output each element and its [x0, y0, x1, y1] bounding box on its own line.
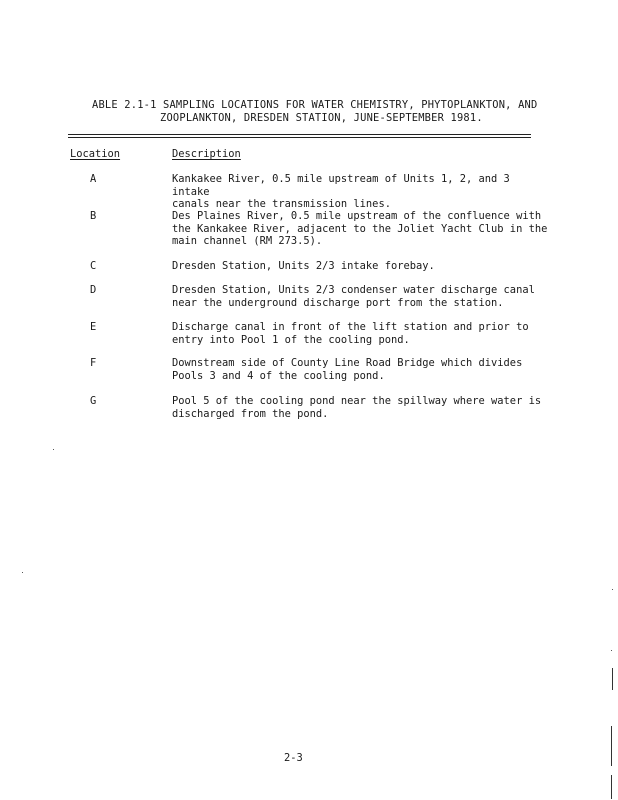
row-location-c: C [90, 260, 97, 272]
row-location-f: F [90, 357, 97, 369]
table-caption-line-1: ABLE 2.1-1 SAMPLING LOCATIONS FOR WATER CHEMISTRY, PHYTOPLANKTON, AND [92, 99, 538, 111]
scan-edge-mark [612, 668, 613, 690]
row-description-b: Des Plaines River, 0.5 mile upstream of the confluence with the Kankakee River, adjacent to the Joliet Yacht Club in the main channel (RM 273.5). [172, 210, 548, 247]
scan-speck [612, 589, 613, 590]
row-location-d: D [90, 284, 97, 296]
scan-edge-mark [611, 775, 612, 799]
row-description-a: Kankakee River, 0.5 mile upstream of Units 1, 2, and 3 intake canals near the transmission lines. [172, 173, 510, 210]
scan-speck [22, 572, 23, 573]
column-header-description-text: Description [172, 148, 241, 160]
row-location-g: G [90, 395, 97, 407]
header-rule-bottom [68, 137, 531, 138]
scan-speck [53, 449, 54, 450]
scan-speck [611, 650, 612, 651]
row-description-c: Dresden Station, Units 2/3 intake forebay. [172, 260, 435, 272]
row-description-f: Downstream side of County Line Road Bridge which divides Pools 3 and 4 of the cooling pond. [172, 357, 523, 382]
page-number: 2-3 [284, 752, 303, 764]
column-header-location-text: Location [70, 148, 121, 160]
column-header-location [70, 149, 120, 159]
header-rule-top [68, 134, 531, 135]
row-description-d: Dresden Station, Units 2/3 condenser water discharge canal near the underground discharge port from the station. [172, 284, 535, 309]
table-caption-line-2: ZOOPLANKTON, DRESDEN STATION, JUNE-SEPTEMBER 1981. [160, 112, 483, 124]
row-location-b: B [90, 210, 97, 222]
column-header-description [172, 149, 241, 159]
row-description-e: Discharge canal in front of the lift station and prior to entry into Pool 1 of the cooling pond. [172, 321, 529, 346]
scan-edge-mark [611, 726, 612, 766]
row-description-g: Pool 5 of the cooling pond near the spillway where water is discharged from the pond. [172, 395, 542, 420]
row-location-e: E [90, 321, 97, 333]
row-location-a: A [90, 173, 97, 185]
